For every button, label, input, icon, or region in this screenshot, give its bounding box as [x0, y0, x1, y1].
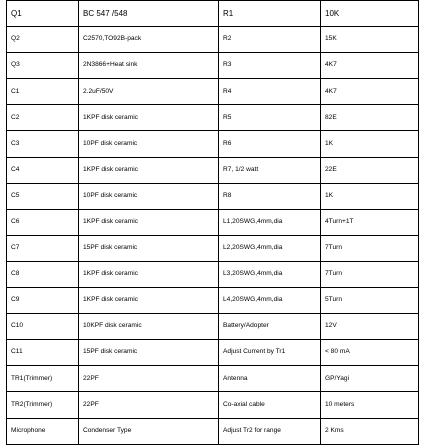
component-value-cell: 1KPF disk ceramic	[79, 261, 219, 287]
component-id-cell: R7, 1/2 watt	[219, 157, 321, 183]
component-id-cell: Adjust Tr2 for range	[219, 418, 321, 444]
component-id-cell: Co-axial cable	[219, 392, 321, 418]
table-row	[7, 235, 419, 261]
table-row	[7, 261, 419, 287]
table-row	[7, 418, 419, 444]
component-value-cell: 12V	[321, 314, 419, 340]
table-row	[7, 131, 419, 157]
table-row	[7, 366, 419, 392]
component-value-cell: 4K7	[321, 53, 419, 79]
component-value-cell: 1KPF disk ceramic	[79, 209, 219, 235]
component-value-cell: 22PF	[79, 366, 219, 392]
component-value-cell: 7Turn	[321, 261, 419, 287]
component-id-cell: Q2	[7, 27, 79, 53]
component-id-cell: TR2(Trimmer)	[7, 392, 79, 418]
table-row	[7, 157, 419, 183]
component-value-cell: 4Turn+1T	[321, 209, 419, 235]
component-id-cell: C11	[7, 340, 79, 366]
component-id-cell: C3	[7, 131, 79, 157]
table-row	[7, 79, 419, 105]
component-id-cell: Q1	[7, 1, 79, 27]
component-id-cell: R2	[219, 27, 321, 53]
component-id-cell: L3,20SWG,4mm,dia	[219, 261, 321, 287]
component-id-cell: Adjust Current by Tr1	[219, 340, 321, 366]
component-id-cell: C8	[7, 261, 79, 287]
component-id-cell: Q3	[7, 53, 79, 79]
component-id-cell: R4	[219, 79, 321, 105]
parts-list-table	[6, 0, 419, 445]
component-value-cell: 10PF disk ceramic	[79, 131, 219, 157]
component-id-cell: C6	[7, 209, 79, 235]
component-value-cell: 10 meters	[321, 392, 419, 418]
table-row	[7, 392, 419, 418]
component-id-cell: R3	[219, 53, 321, 79]
component-value-cell: 10PF disk ceramic	[79, 183, 219, 209]
component-value-cell: 1KPF disk ceramic	[79, 288, 219, 314]
component-value-cell: BC 547 /548	[79, 1, 219, 27]
component-value-cell: 4K7	[321, 79, 419, 105]
table-row	[7, 53, 419, 79]
component-id-cell: L4,20SWG,4mm,dia	[219, 288, 321, 314]
component-id-cell: C2	[7, 105, 79, 131]
component-value-cell: 2.2uF/50V	[79, 79, 219, 105]
component-id-cell: L2,20SWG,4mm,dia	[219, 235, 321, 261]
component-value-cell: 15PF disk ceramic	[79, 235, 219, 261]
component-value-cell: 1K	[321, 131, 419, 157]
component-id-cell: Battery/Adopter	[219, 314, 321, 340]
table-row	[7, 340, 419, 366]
table-row	[7, 314, 419, 340]
component-value-cell: C2570,TO92B-pack	[79, 27, 219, 53]
component-id-cell: R1	[219, 1, 321, 27]
component-id-cell: C7	[7, 235, 79, 261]
component-id-cell: C10	[7, 314, 79, 340]
component-value-cell: 1KPF disk ceramic	[79, 157, 219, 183]
table-row	[7, 27, 419, 53]
component-value-cell: 2N3866+Heat sink	[79, 53, 219, 79]
component-value-cell: 7Turn	[321, 235, 419, 261]
component-id-cell: TR1(Trimmer)	[7, 366, 79, 392]
component-value-cell: 10KPF disk ceramic	[79, 314, 219, 340]
component-value-cell: 5Turn	[321, 288, 419, 314]
table-row	[7, 288, 419, 314]
component-value-cell: 10K	[321, 1, 419, 27]
component-id-cell: R5	[219, 105, 321, 131]
table-row	[7, 1, 419, 27]
component-id-cell: R8	[219, 183, 321, 209]
table-row	[7, 183, 419, 209]
component-value-cell: 22PF	[79, 392, 219, 418]
component-value-cell: < 80 mA	[321, 340, 419, 366]
component-id-cell: R6	[219, 131, 321, 157]
component-value-cell: Condenser Type	[79, 418, 219, 444]
table-row	[7, 105, 419, 131]
component-value-cell: 1KPF disk ceramic	[79, 105, 219, 131]
component-value-cell: 22E	[321, 157, 419, 183]
component-id-cell: Microphone	[7, 418, 79, 444]
component-value-cell: 2 Kms	[321, 418, 419, 444]
component-id-cell: C9	[7, 288, 79, 314]
table-row	[7, 209, 419, 235]
component-value-cell: 1K	[321, 183, 419, 209]
component-value-cell: GP/Yagi	[321, 366, 419, 392]
component-id-cell: L1,20SWG,4mm,dia	[219, 209, 321, 235]
component-value-cell: 82E	[321, 105, 419, 131]
component-value-cell: 15PF disk ceramic	[79, 340, 219, 366]
parts-table-body	[7, 1, 419, 445]
component-id-cell: Antenna	[219, 366, 321, 392]
component-value-cell: 15K	[321, 27, 419, 53]
component-id-cell: C1	[7, 79, 79, 105]
component-id-cell: C4	[7, 157, 79, 183]
component-id-cell: C5	[7, 183, 79, 209]
